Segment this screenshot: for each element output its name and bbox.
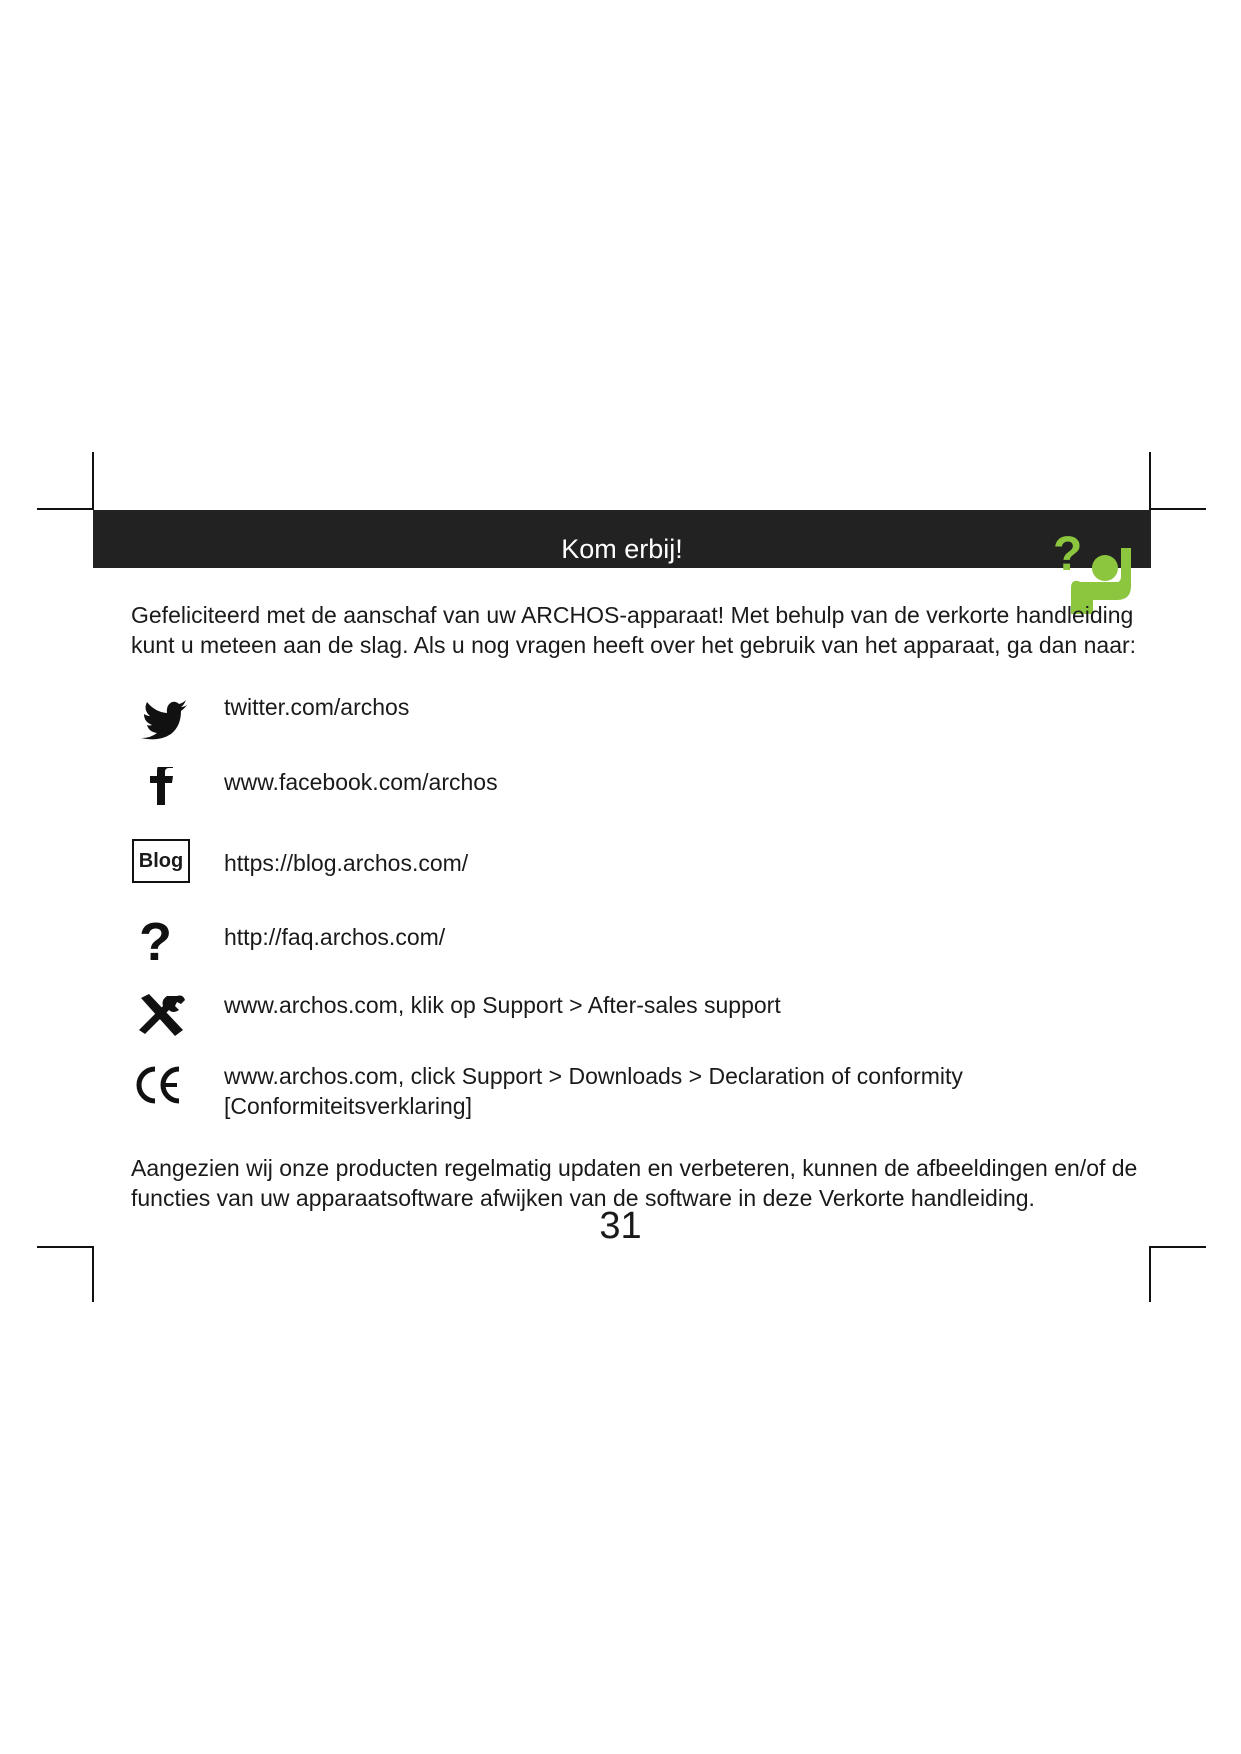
crop-mark-bottom-right-vertical (1149, 1246, 1151, 1302)
conformity-link[interactable]: www.archos.com, click Support > Downloads > Declaration of conformity [Conformiteitsverklaring] (224, 1063, 963, 1119)
link-row-faq (131, 922, 1141, 982)
link-row-facebook (131, 767, 1141, 827)
intro-paragraph: Gefeliciteerd met de aanschaf van uw ARCHOS-apparaat! Met behulp van de verkorte handleiding kunt u meteen aan de slag. Als u nog vragen heeft over het gebruik van het apparaat, ga dan naar: (131, 602, 1137, 658)
link-row-conformity (131, 1061, 1141, 1125)
crop-mark-bottom-left-horizontal (37, 1246, 94, 1248)
tools-icon (131, 990, 193, 1050)
page-number: 31 (599, 1205, 642, 1247)
question-mark-icon (131, 922, 193, 982)
facebook-link[interactable]: www.facebook.com/archos (224, 769, 498, 795)
faq-link[interactable]: http://faq.archos.com/ (224, 924, 446, 950)
twitter-icon (131, 692, 193, 752)
crop-mark-bottom-left-vertical (92, 1246, 94, 1302)
svg-text:?: ? (1053, 528, 1083, 581)
crop-mark-top-right-vertical (1149, 452, 1151, 510)
blog-link[interactable]: https://blog.archos.com/ (224, 850, 469, 876)
link-row-twitter (131, 692, 1141, 752)
crop-mark-bottom-right-horizontal (1149, 1246, 1206, 1248)
support-link[interactable]: www.archos.com, klik op Support > After-sales support (224, 992, 781, 1018)
twitter-link[interactable]: twitter.com/archos (224, 694, 410, 720)
link-row-support (131, 990, 1141, 1050)
section-title: Kom erbij! (561, 534, 683, 564)
crop-mark-top-right-horizontal (1150, 508, 1206, 510)
footer-note: Aangezien wij onze producten regelmatig updaten en verbeteren, kunnen de afbeeldingen en/of de functies van uw apparaatsoftware afwijken van de software in deze Verkorte handleiding. (131, 1155, 1138, 1211)
crop-mark-top-left-vertical (92, 452, 94, 510)
link-row-blog (131, 848, 1141, 908)
facebook-icon (131, 767, 193, 827)
section-header-bar (93, 510, 1151, 581)
blog-icon: Blog (132, 839, 190, 883)
ce-mark-icon (131, 1061, 193, 1121)
svg-text:?: ? (139, 922, 172, 972)
crop-mark-top-left-horizontal (37, 508, 93, 510)
